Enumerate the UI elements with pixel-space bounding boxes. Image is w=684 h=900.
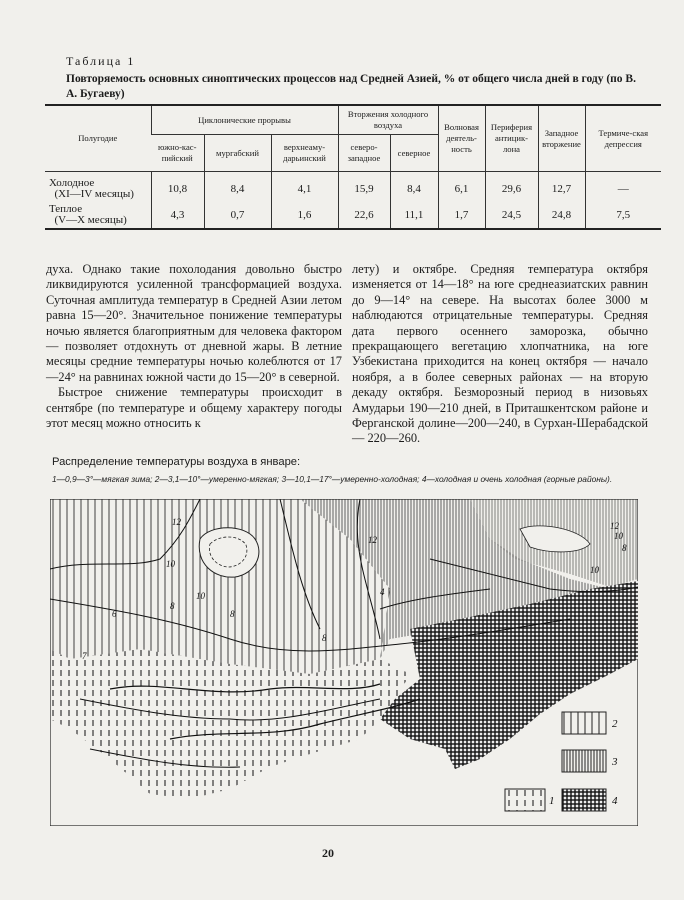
table-cell: 29,6: [485, 172, 538, 203]
table-cell: —: [585, 172, 661, 203]
table-cell: 11,1: [390, 202, 438, 229]
paragraph: духа. Однако такие похолодания довольно быстро ликвидируются усиленной трансформацией воздуха. Суточная амплитуда температур в Средней Азии летом равна 15—20°. Значительное понижение температуры ночью является благоприятным для человека фактором — позволяет отдохнуть от дневной жары. В летние месяцы средние температуры ночью колеблются от 17—24° на равнинах южной части до 15—20° в северной.: [46, 262, 342, 384]
paragraph: лету) и октябре. Средняя температура октября изменяется от 14—18° на юге среднеазиатских равнин до 9—14° на севере. На высотах более 3000 м наблюдаются отрицательные температуры. Средняя дата первого осеннего заморозка, обычно прекращающего вегетацию хлопчатника, на юге Узбекистана приходится на конец октября — начало ноября, а в более северных районах — на вторую декаду октября. Безморозный период в низовьях Амударьи 190—210 дней, в Приташкентском районе и Ферганской долине—200—240, в Сурхан-Шерабадской — 220—260.: [352, 262, 648, 446]
table-label: Таблица 1: [66, 54, 136, 68]
row-label-line-1: Холодное: [49, 177, 95, 189]
page-number: 20: [322, 846, 334, 860]
table-cell: 4,1: [271, 172, 338, 203]
table-cell: 15,9: [338, 172, 390, 203]
table-cell: 12,7: [538, 172, 585, 203]
row-label-line-2: (V—X месяцы): [54, 214, 127, 226]
header-cyclonic-sub-3: верхнеаму-дарьинский: [271, 135, 338, 172]
legend-swatch-2: [562, 712, 606, 734]
legend-swatch-3: [562, 750, 606, 772]
text-column-left: [46, 262, 342, 431]
temperature-map: [50, 499, 638, 826]
legend-swatch-1: [505, 789, 545, 811]
table-cell: 1,7: [438, 202, 485, 229]
table-cell: 4,3: [151, 202, 204, 229]
isoline-label: 4: [380, 587, 385, 597]
table-cell: 8,4: [390, 172, 438, 203]
table-cell: 1,6: [271, 202, 338, 229]
table-cell: 6,1: [438, 172, 485, 203]
header-half-year: Полугодие: [45, 105, 151, 172]
text-column-right: [352, 262, 648, 447]
legend-number: 4: [612, 795, 618, 807]
header-cold: Вторжения холодного воздуха: [338, 105, 438, 135]
row-label-line-1: Теплое: [49, 203, 83, 215]
isoline-label: 10: [196, 591, 205, 601]
table-cell: 24,8: [538, 202, 585, 229]
isoline-label: 10: [590, 565, 599, 575]
legend-number: 3: [612, 756, 618, 768]
isoline-label: 10: [166, 559, 175, 569]
row-label-line-2: (XI—IV месяцы): [54, 188, 134, 200]
legend-number: 1: [549, 795, 555, 807]
isoline-label: 8: [322, 633, 327, 643]
header-thermal: Термиче-ская депрессия: [585, 105, 661, 172]
table-caption: Повторяемость основных синоптических процессов над Средней Азией, % от общего числа дней в году (по В. А. Бугаеву): [66, 73, 636, 100]
isoline-label: 12: [368, 535, 377, 545]
table-row: [45, 172, 661, 203]
table-cell: 0,7: [204, 202, 271, 229]
paragraph: Быстрое снижение температуры происходит в сентябре (по температуре и общему характеру погоды этот месяц можно относить к: [46, 385, 342, 431]
isoline-label: 10: [614, 531, 623, 541]
isoline-label: 12: [172, 517, 181, 527]
row-label: [45, 172, 151, 203]
header-cyclonic-sub-1: южно-кас-пийский: [151, 135, 204, 172]
header-wave: Волновая деятель-ность: [438, 105, 485, 172]
legend-number: 2: [612, 718, 618, 730]
isoline-label: 8: [622, 543, 627, 553]
table-cell: 24,5: [485, 202, 538, 229]
isoline-label: 8: [230, 609, 235, 619]
legend-swatch-4: [562, 789, 606, 811]
isoline-label: 7: [82, 651, 87, 661]
row-label: [45, 202, 151, 229]
header-cyclonic: Циклонические прорывы: [151, 105, 338, 135]
synoptic-table: [45, 104, 661, 230]
header-cold-sub-1: северо-западное: [338, 135, 390, 172]
map-title: Распределение температуры воздуха в январе:: [52, 456, 301, 468]
header-western: Западное вторжение: [538, 105, 585, 172]
isoline-label: 8: [170, 601, 175, 611]
header-cold-sub-2: северное: [390, 135, 438, 172]
header-cyclonic-sub-2: мургабский: [204, 135, 271, 172]
isoline-label: 12: [610, 521, 619, 531]
isoline-label: 6: [112, 609, 117, 619]
table-cell: 7,5: [585, 202, 661, 229]
table-row: [45, 202, 661, 229]
map-legend-caption: 1—0,9—3°—мягкая зима; 2—3,1—10°—умеренно-мягкая; 3—10,1—17°—умеренно-холодная; 4—холодная и очень холодная (горные районы).: [52, 474, 613, 484]
header-periphery: Периферия антицик-лона: [485, 105, 538, 172]
table-cell: 22,6: [338, 202, 390, 229]
table-cell: 8,4: [204, 172, 271, 203]
table-cell: 10,8: [151, 172, 204, 203]
